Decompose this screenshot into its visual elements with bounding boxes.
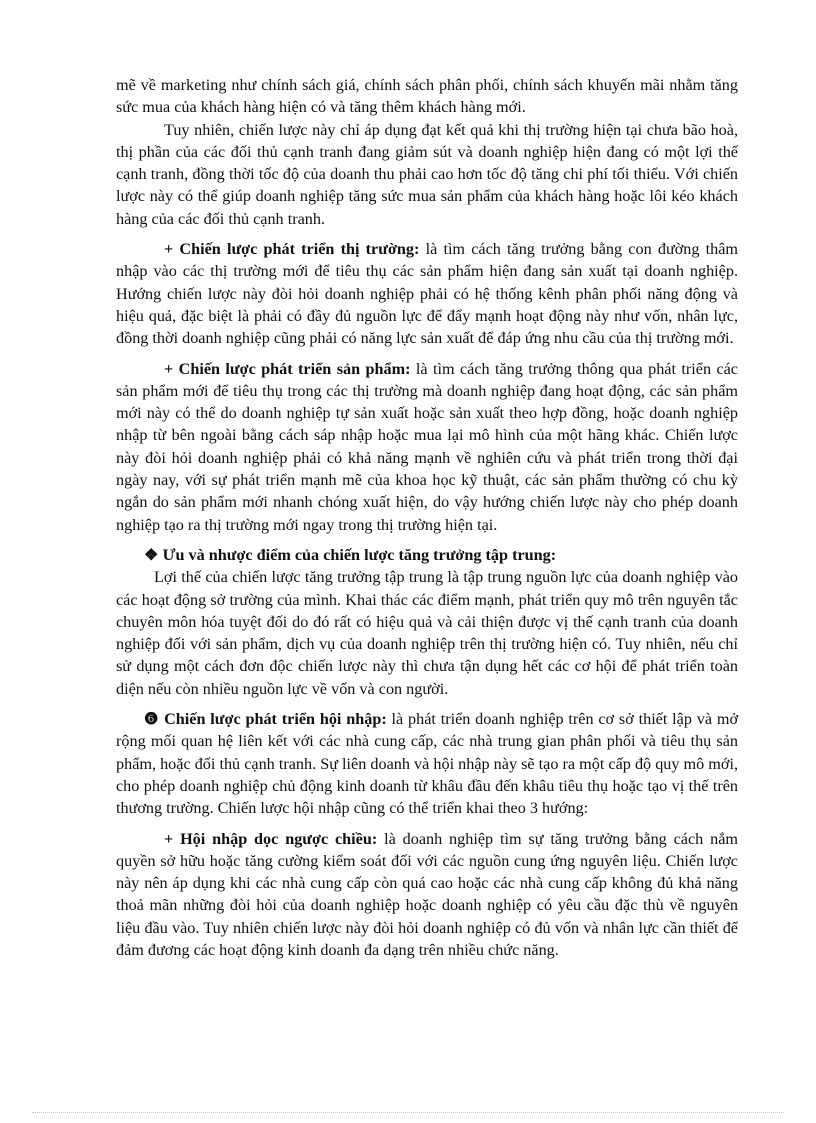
paragraph-strategy-limits: Tuy nhiên, chiến lược này chỉ áp dụng đạt kết quả khi thị trường hiện tại chưa bão hoà, thị phần của các đối thủ cạnh tranh đang giảm sút và doanh nghiệp hiện đang có một lợi thế cạnh tranh, đồng thời tốc độ của doanh thu phải cao hơn tốc độ tăng chi phí tối thiểu. Với chiến lược này có thể giúp doanh nghiệp tăng sức mua sản phẩm của khách hàng hoặc lôi kéo khách hàng của các đối thủ cạnh tranh.	[116, 120, 738, 228]
paragraph-marketing-continuation: mẽ về marketing như chính sách giá, chính sách phân phối, chính sách khuyến mãi nhằm tăng sức mua của khách hàng hiện có và tăng thêm khách hàng mới.	[116, 76, 738, 117]
integration-body: là phát triển doanh nghiệp trên cơ sở thiết lập và mở rộng mối quan hệ liên kết với các nhà cung cấp, các nhà trung gian phân phối và tiêu thụ sản phẩm, hoặc đối thủ cạnh tranh. Sự liên doanh và hội nhập này sẽ tạo ra một cấp độ quy mô mới, cho phép doanh nghiệp chủ động kinh doanh từ khâu đầu đến khâu tiêu thụ hoặc tạo vị thế trên thương trường. Chiến lược hội nhập cũng có thể triển khai theo 3 hướng:	[116, 710, 738, 818]
pros-cons-heading: Ưu và nhược điểm của chiến lược tăng trưởng tập trung:	[162, 545, 557, 564]
diamond-bullet-icon: ❖	[144, 545, 159, 564]
page-bottom-divider	[32, 1112, 784, 1113]
backward-integration-body: là doanh nghiệp tìm sự tăng trưởng bằng cách nắm quyền sở hữu hoặc tăng cường kiểm soát đối với các nguồn cung ứng nguyên liệu. Chiến lược này nên áp dụng khi các nhà cung cấp còn quá cao hoặc các nhà cung cấp không đủ khả năng thoả mãn những đòi hỏi của doanh nghiệp hoặc doanh nghiệp có yêu cầu đặc thù về nguyên liệu đầu vào. Tuy nhiên chiến lược này đòi hỏi doanh nghiệp có đủ vốn và nhân lực cần thiết để đảm đương các hoạt động kinh doanh đa dạng trên nhiều chức năng.	[116, 829, 738, 959]
number-six-icon: ❻	[144, 710, 160, 729]
paragraph-backward-integration	[116, 828, 738, 962]
paragraph-market-development	[116, 238, 738, 349]
product-development-heading: + Chiến lược phát triển sản phẩm:	[164, 359, 411, 378]
product-development-body: là tìm cách tăng trưởng thông qua phát triển các sản phẩm mới để tiêu thụ trong các thị trường mà doanh nghiệp đang hoạt động, các sản phẩm mới này có thể do doanh nghiệp tự sản xuất hoặc sản xuất theo hợp đồng, hoặc doanh nghiệp nhập từ bên ngoài bằng cách sáp nhập hoặc mua lại mô hình của một hãng khác. Chiến lược này đòi hỏi doanh nghiệp phải có khả năng mạnh về nghiên cứu và phát triển trong thời đại ngày nay, với sự phát triển mạnh mẽ của khoa học kỹ thuật, các sản phẩm thường có chu kỳ ngắn do sản phẩm mới nhanh chóng xuất hiện, do vậy hướng chiến lược này cho phép doanh nghiệp tạo ra thị trường mới ngay trong thị trường hiện tại.	[116, 359, 738, 534]
document-body	[116, 74, 738, 961]
pros-cons-heading-line	[116, 544, 738, 566]
market-development-heading: + Chiến lược phát triển thị trường:	[164, 240, 420, 259]
paragraph-product-development	[116, 358, 738, 536]
paragraph-pros-cons: Lợi thế của chiến lược tăng trưởng tập trung là tập trung nguồn lực của doanh nghiệp vào các hoạt động sở trường của mình. Khai thác các điểm mạnh, phát triển quy mô trên nguyên tắc chuyên môn hóa tuyệt đối do đó rất có hiệu quả và cải thiện được vị thế cạnh tranh của doanh nghiệp đối với sản phẩm, dịch vụ của doanh nghiệp trên thị trường hiện có. Tuy nhiên, nếu chỉ sử dụng một cách đơn độc chiến lược này thì chưa tận dụng hết các cơ hội để phát triển toàn diện nếu còn nhiều nguồn lực về vốn và con người.	[116, 568, 738, 698]
paragraph-integration	[116, 708, 738, 819]
market-development-body: là tìm cách tăng trưởng bằng con đường thâm nhập vào các thị trường mới để tiêu thụ các sản phẩm hiện đang sản xuất tại doanh nghiệp. Hướng chiến lược này đòi hỏi doanh nghiệp phải có hệ thống kênh phân phối năng động và hiệu quả, đặc biệt là phải có đầy đủ nguồn lực để đẩy mạnh hoạt động này như vốn, nhân lực, đồng thời doanh nghiệp cũng phải có năng lực sản xuất để đáp ứng nhu cầu của thị trường mới.	[116, 240, 739, 348]
integration-heading: Chiến lược phát triển hội nhập:	[164, 710, 387, 729]
backward-integration-heading: + Hội nhập dọc ngược chiều:	[164, 829, 378, 848]
